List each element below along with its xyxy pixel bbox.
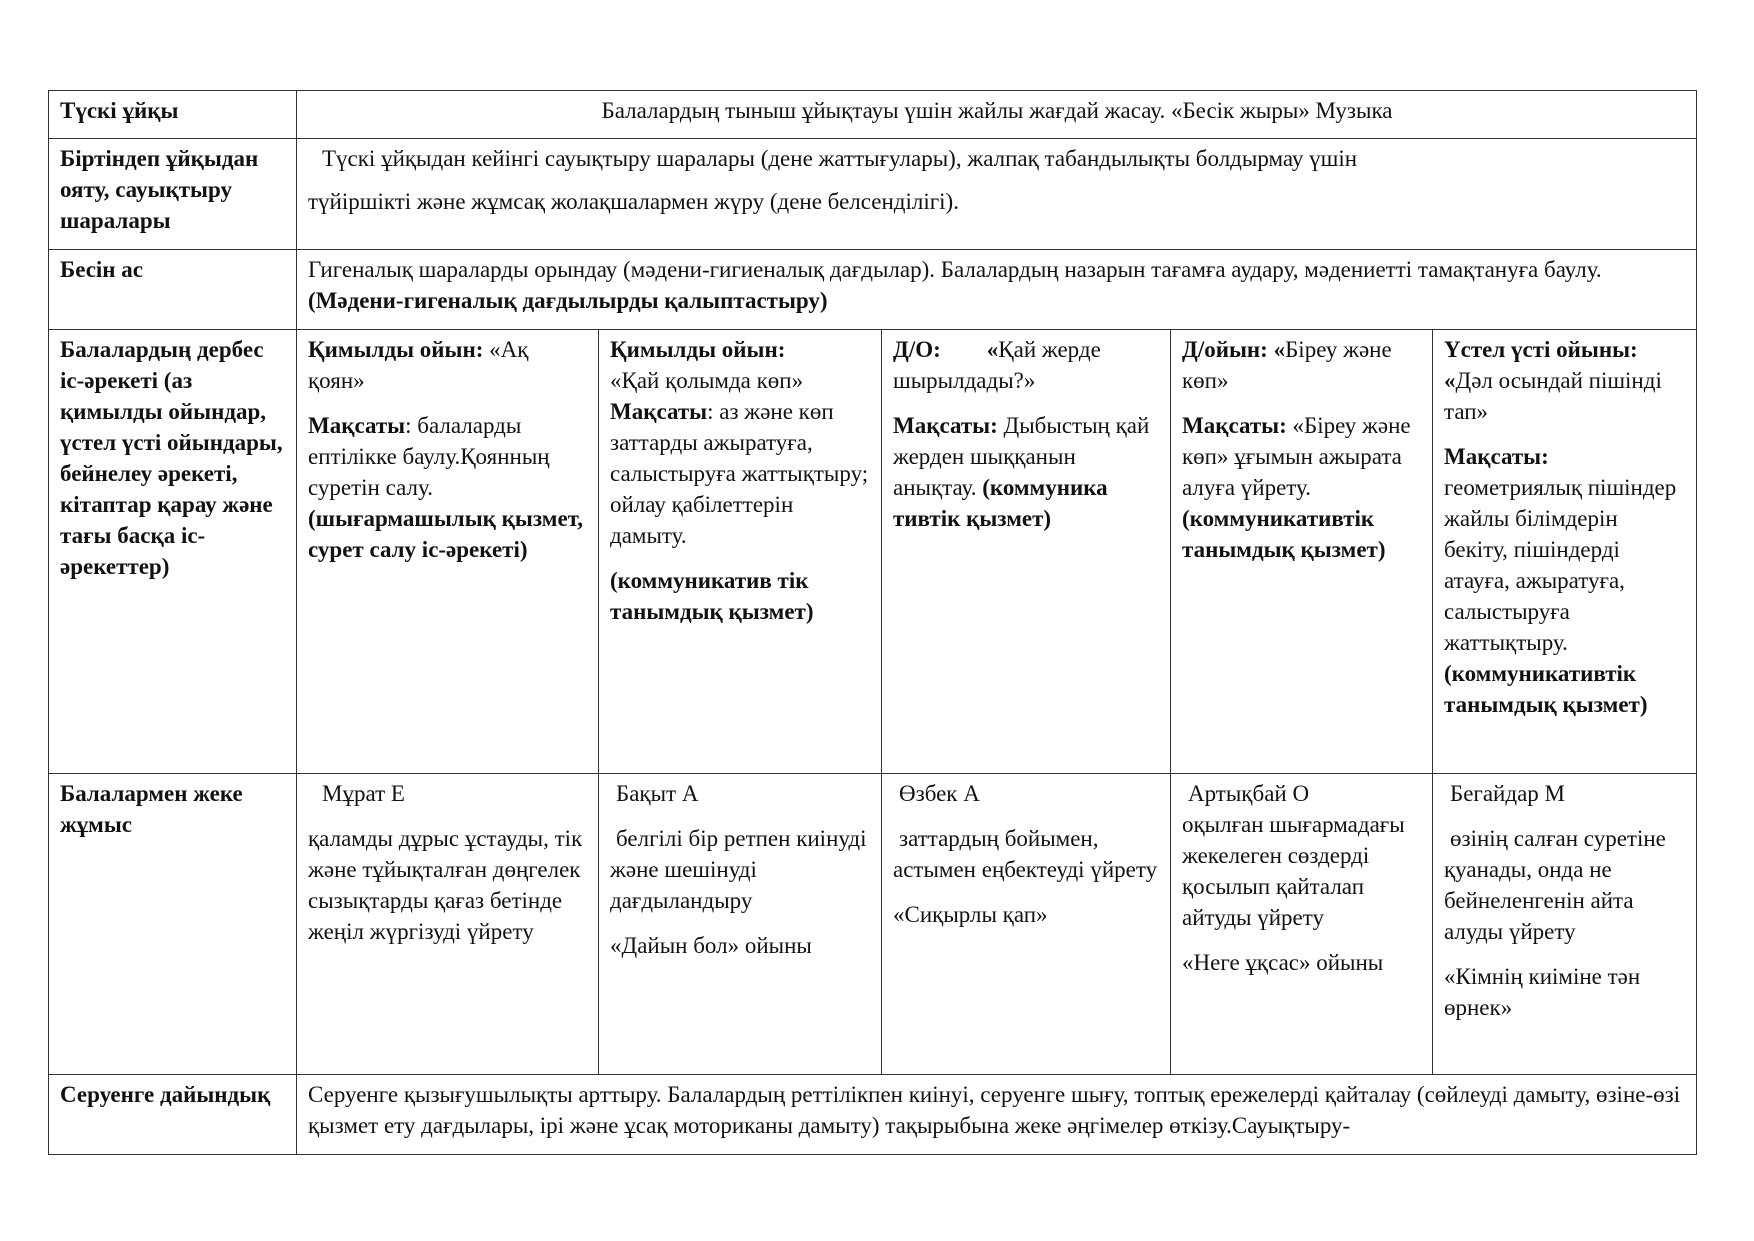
individual-day-1 [297, 774, 599, 1075]
individual-day-2 [599, 774, 882, 1075]
activity-goal: Мақсаты: «Біреу және көп» ұғымын ажырата алуға үйрету. [1182, 413, 1411, 500]
activity-title: Д/ойын: «Біреу және көп» [1182, 337, 1392, 393]
activity-goal: Мақсаты: Дыбыстың қай жерден шыққанын анықтау. (коммуника тивтік қызмет) [893, 413, 1150, 531]
child-game: «Дайын бол» ойыны [610, 933, 812, 958]
child-task: заттардың бойымен, астымен еңбектеуді үйрету [893, 826, 1158, 882]
activity-note: (шығармашылық қызмет, сурет салу іс-әрекеті) [308, 506, 583, 562]
activity-note: (коммуникативтік танымдық қызмет) [1444, 661, 1648, 717]
child-name: Бегайдар М [1450, 781, 1565, 806]
independent-day-1 [297, 330, 599, 774]
individual-day-4 [1171, 774, 1433, 1075]
row-header-individual: Балалармен жеке жұмыс [49, 774, 297, 1075]
activity-title: Қимылды ойын: «Қай қолымда көп» [610, 337, 804, 393]
activity-goal-label: Мақсаты: [1444, 444, 1549, 469]
waking-description [297, 139, 1697, 250]
activity-goal: Мақсаты: балаларды ептілікке баулу.Қоянның суретін салу. [308, 413, 550, 500]
child-name: Бақыт А [616, 781, 699, 806]
row-walk-prep [49, 1075, 1697, 1155]
child-game: «Неге ұқсас» ойыны [1182, 950, 1384, 975]
row-nap [49, 91, 1697, 139]
activity-goal: Мақсаты: аз және көп заттарды ажыратуға, салыстыруға жаттықтыру; ойлау қабілеттерін дамыту. [610, 399, 869, 548]
walk-prep-description: Серуенге қызығушылықты арттыру. Балалардың реттілікпен киінуі, серуенге шығу, топтық ережелерді қайталау (сөйлеуді дамыту, өзіне-өзі қызмет ету дағдылары, ірі және ұсақ моториканы дамыту) тақырыбына жеке әңгімелер өткізу.Сауықтыру- [297, 1075, 1697, 1155]
activity-goal-text: геометриялық пішіндер жайлы білімдерін бекіту, пішіндерді атауға, ажыратуға, салыстыруға жаттықтыру. [1444, 475, 1677, 655]
snack-description [297, 250, 1697, 330]
independent-day-2 [599, 330, 882, 774]
waking-line-1: Түскі ұйқыдан кейінгі сауықтыру шаралары (дене жаттығулары), жалпақ табандылықты болдырмау үшін [322, 146, 1358, 171]
independent-day-3 [882, 330, 1171, 774]
activity-note: (коммуникатив тік танымдық қызмет) [610, 568, 814, 624]
child-name: Өзбек А [899, 781, 980, 806]
waking-line-2: түйіршікті және жұмсақ жолақшалармен жүру (дене белсенділігі). [308, 189, 959, 214]
nap-description: Балалардың тыныш ұйықтауы үшін жайлы жағдай жасау. «Бесік жыры» Музыка [297, 91, 1697, 139]
individual-day-5 [1433, 774, 1697, 1075]
row-independent-activity [49, 330, 1697, 774]
row-header-walk-prep: Серуенге дайындық [49, 1075, 297, 1155]
independent-day-5 [1433, 330, 1697, 774]
row-header-snack: Бесін ас [49, 250, 297, 330]
row-header-independent: Балалардың дербес іс-әрекеті (аз қимылды ойындар, үстел үсті ойындары, бейнелеу әрекеті, кітаптар қарау және тағы басқа іс-әрекеттер) [49, 330, 297, 774]
child-game: «Сиқырлы қап» [893, 902, 1048, 927]
activity-title: Үстел үсті ойыны: «Дәл осындай пішінді тап» [1444, 337, 1662, 424]
row-header-nap: Түскі ұйқы [49, 91, 297, 139]
individual-day-3 [882, 774, 1171, 1075]
activity-title: Д/О: «Қай жерде шырылдады?» [893, 337, 1101, 393]
child-task: белгілі бір ретпен киінуді және шешінуді дағдыландыру [610, 826, 867, 913]
row-individual-work [49, 774, 1697, 1075]
activity-title: Қимылды ойын: «Ақ қоян» [308, 337, 529, 393]
independent-day-4 [1171, 330, 1433, 774]
daily-plan-table [48, 90, 1697, 1155]
child-task: оқылған шығармадағы жекелеген сөздерді қосылып қайталап айтуды үйрету [1182, 812, 1405, 930]
snack-text: Гигеналық шараларды орындау (мәдени-гигиеналық дағдылар). Балалардың назарын тағамға аудару, мәдениетті тамақтануға баулу. [308, 257, 1602, 282]
child-game: «Кімнің киіміне тән өрнек» [1444, 964, 1641, 1020]
child-name: Мұрат Е [322, 781, 405, 806]
row-snack [49, 250, 1697, 330]
activity-note: (коммуникативтік танымдық қызмет) [1182, 506, 1386, 562]
snack-bold-note: (Мәдени-гигеналық дағдылырды қалыптастыру) [308, 288, 828, 313]
child-task: өзінің салған суретіне қуанады, онда не бейнеленгенін айта алуды үйрету [1444, 826, 1666, 944]
row-waking [49, 139, 1697, 250]
row-header-waking: Біртіндеп ұйқыдан ояту, сауықтыру шаралары [49, 139, 297, 250]
child-task: қаламды дұрыс ұстауды, тік және тұйықталған дөңгелек сызықтарды қағаз бетінде жеңіл жүргізуді үйрету [308, 826, 583, 944]
child-name: Артықбай О [1188, 781, 1310, 806]
